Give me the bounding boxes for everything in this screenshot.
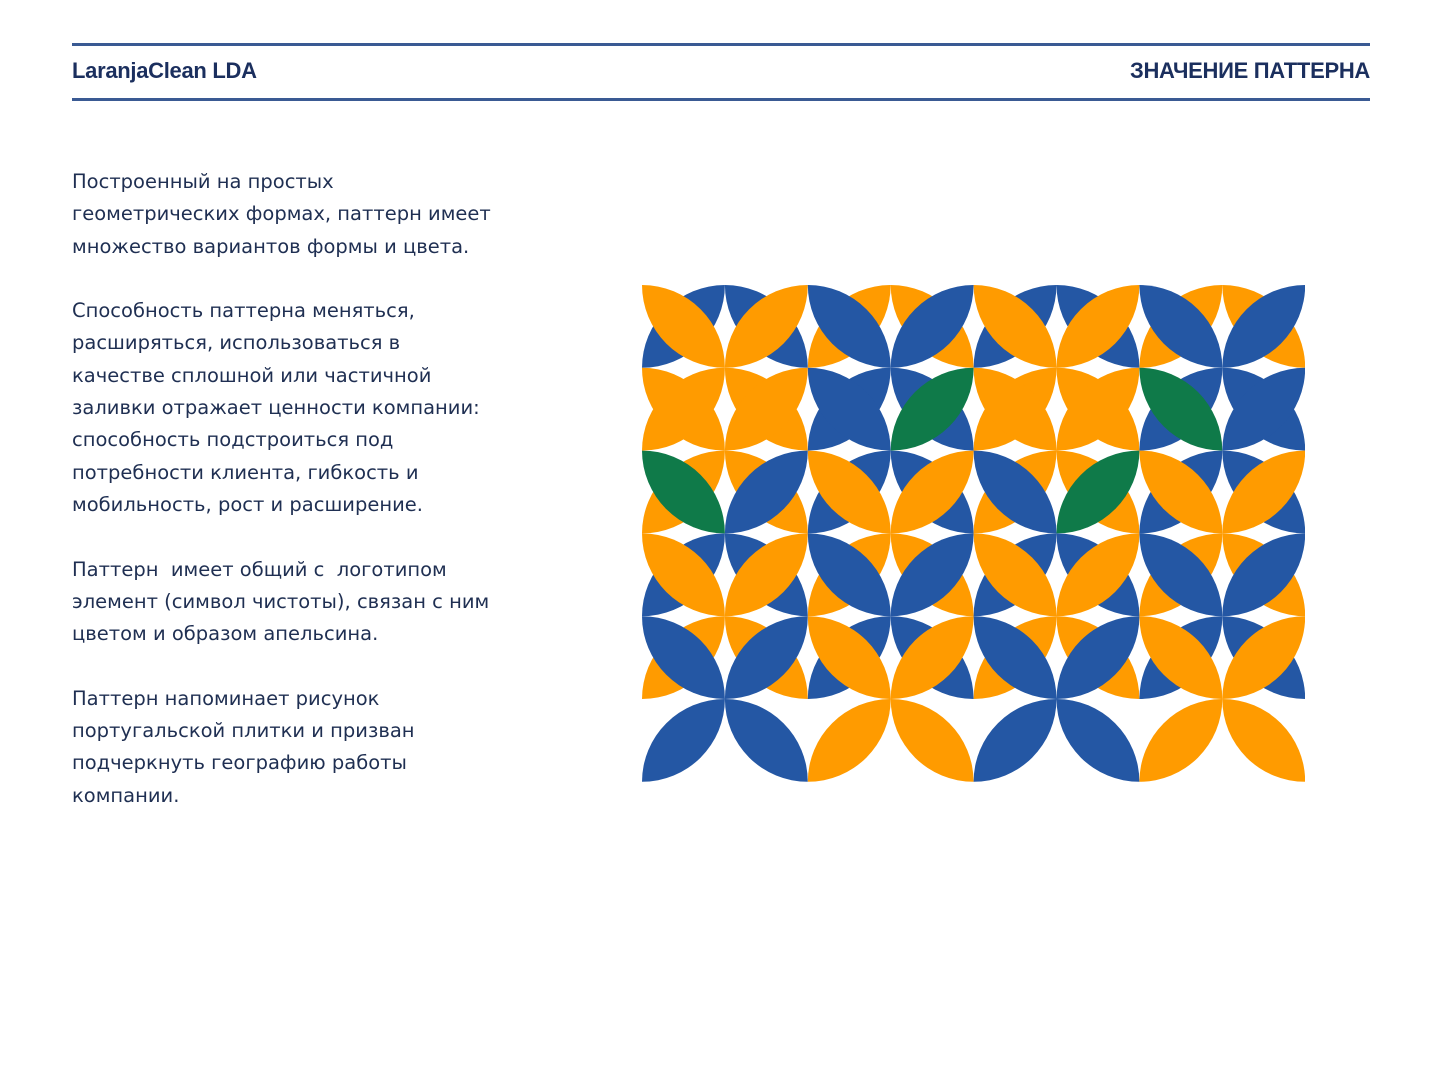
paragraph-logo-link: Паттерн имеет общий с логотипом элемент (символ чистоты), связан с ним цветом и образом апельсина. [72, 557, 496, 646]
section-title: ЗНАЧЕНИЕ ПАТТЕРНА [1129, 58, 1370, 83]
pattern-petal [1222, 699, 1305, 782]
paragraph-values: Способность паттерна меняться, расширяться, использоваться в качестве сплошной или частичной заливки отражает ценности компании: способность подстроиться под потребности клиента, гибкость и мобильность, рост и расширение. [72, 299, 486, 516]
paragraph-portuguese-tile: Паттерн напоминает рисунок португальской плитки и призван подчеркнуть географию работы компании. [72, 686, 421, 807]
pattern-petal [974, 699, 1057, 782]
description-text [72, 166, 497, 844]
header-top-rule [72, 43, 1370, 46]
pattern-petal [1139, 699, 1222, 782]
pattern-petal [1057, 699, 1140, 782]
pattern-illustration [642, 285, 1305, 782]
pattern-petal [642, 699, 725, 782]
header-bottom-rule [72, 98, 1370, 101]
brand-name: LaranjaClean LDA [72, 58, 257, 83]
pattern-petal [891, 699, 974, 782]
paragraph-geometry: Построенный на простых геометрических формах, паттерн имеет множество вариантов формы и цвета. [72, 170, 497, 258]
pattern-petal [725, 699, 808, 782]
pattern-petal [808, 699, 891, 782]
